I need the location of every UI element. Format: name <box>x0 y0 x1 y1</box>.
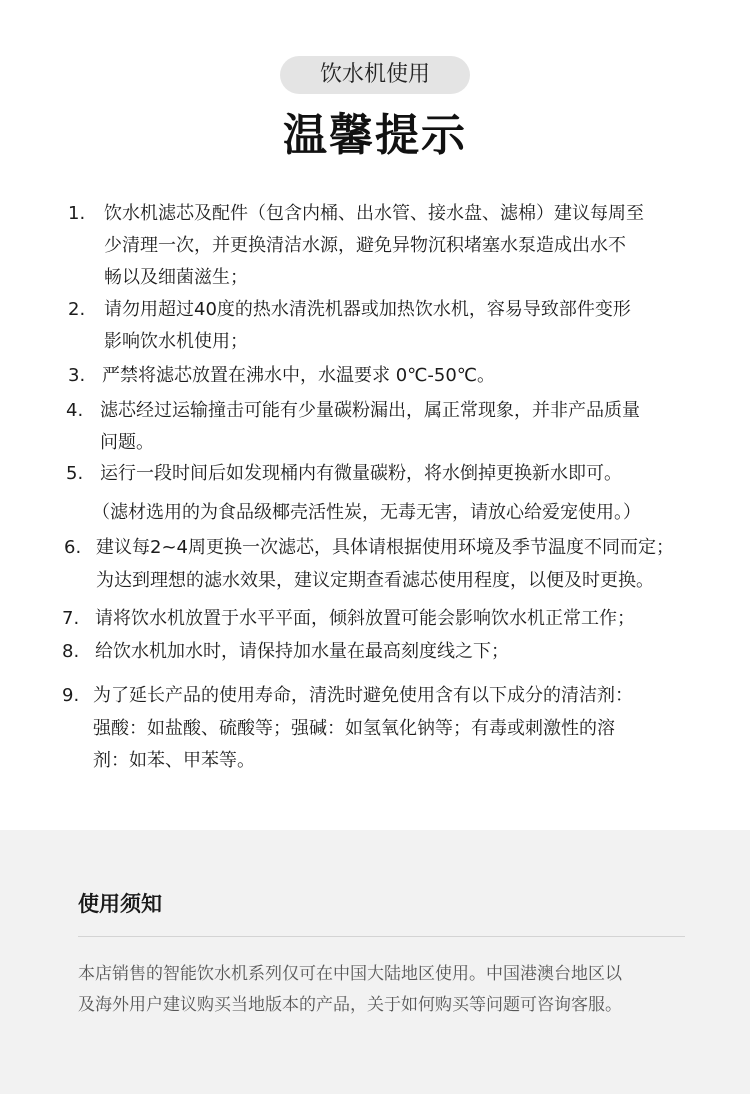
tip-line: 滤芯经过运输撞击可能有少量碳粉漏出，属正常现象，并非产品质量 <box>100 400 640 421</box>
tip-number: 8. <box>62 641 80 662</box>
tip-number: 2. <box>68 299 86 320</box>
tip-line: 建议每2~4周更换一次滤芯，具体请根据使用环境及季节温度不同而定； <box>96 537 674 558</box>
category-pill: 饮水机使用 <box>280 56 470 94</box>
tip-line: 剂：如苯、甲苯等。 <box>93 750 255 771</box>
tip-line: 为了延长产品的使用寿命，清洗时避免使用含有以下成分的清洁剂： <box>93 685 633 706</box>
tip-line: 为达到理想的滤水效果，建议定期查看滤芯使用程度，以便及时更换。 <box>96 570 654 591</box>
notice-line: 及海外用户建议购买当地版本的产品，关于如何购买等问题可咨询客服。 <box>78 995 622 1015</box>
tip-number: 5. <box>66 463 84 484</box>
divider <box>78 936 685 937</box>
tip-number: 3. <box>68 365 86 386</box>
tip-line: 给饮水机加水时，请保持加水量在最高刻度线之下； <box>95 641 509 662</box>
tip-line: 强酸：如盐酸、硫酸等；强碱：如氢氧化钠等；有毒或刺激性的溶 <box>93 718 615 739</box>
tip-line: 运行一段时间后如发现桶内有微量碳粉，将水倒掉更换新水即可。 <box>100 463 622 484</box>
tip-line: 影响饮水机使用； <box>104 331 248 352</box>
usage-notice-section <box>0 830 750 1094</box>
notice-line: 本店销售的智能饮水机系列仅可在中国大陆地区使用。中国港澳台地区以 <box>78 964 622 984</box>
tip-line: 少清理一次，并更换清洁水源，避免异物沉积堵塞水泵造成出水不 <box>104 235 626 256</box>
tip-line: 问题。 <box>100 432 154 453</box>
page-title: 温馨提示 <box>283 110 467 161</box>
tip-number: 1. <box>68 203 86 224</box>
tip-line: 饮水机滤芯及配件（包含内桶、出水管、接水盘、滤棉）建议每周至 <box>104 203 644 224</box>
tip-number: 9. <box>62 685 80 706</box>
notice-title: 使用须知 <box>78 892 162 916</box>
tip-number: 6. <box>64 537 82 558</box>
tip-line: （滤材选用的为食品级椰壳活性炭，无毒无害，请放心给爱宠使用。） <box>92 502 641 523</box>
tip-number: 4. <box>66 400 84 421</box>
tip-line: 请将饮水机放置于水平平面，倾斜放置可能会影响饮水机正常工作； <box>95 608 635 629</box>
tip-line: 严禁将滤芯放置在沸水中，水温要求 0℃-50℃。 <box>102 365 496 386</box>
tip-number: 7. <box>62 608 80 629</box>
tip-line: 畅以及细菌滋生； <box>104 267 248 288</box>
tip-line: 请勿用超过40度的热水清洗机器或加热饮水机，容易导致部件变形 <box>104 299 631 320</box>
